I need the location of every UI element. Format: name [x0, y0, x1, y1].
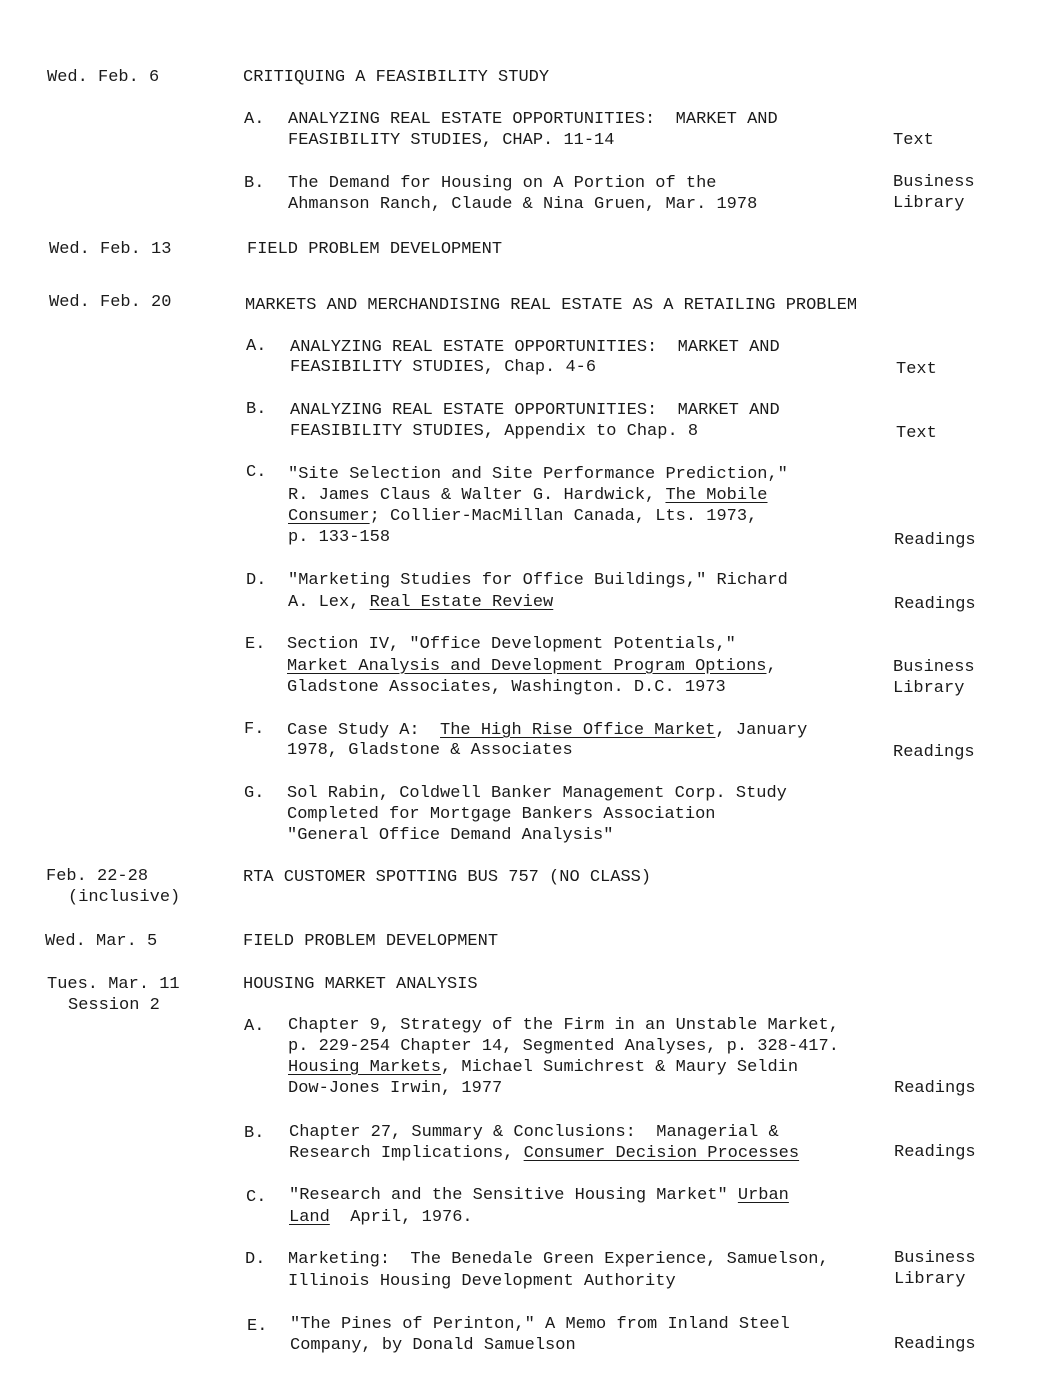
item-letter: D.	[245, 1250, 266, 1269]
item-line	[287, 656, 777, 677]
session-date-note: (inclusive)	[68, 888, 181, 907]
item-line	[288, 485, 768, 506]
item-text: April, 1976.	[329, 1208, 473, 1227]
item-line	[288, 1057, 798, 1078]
book-title: Market Analysis and Development Program Options	[287, 657, 767, 676]
session-date: Feb. 22-28	[46, 867, 149, 886]
item-source: Readings	[894, 1335, 976, 1354]
session-date: Wed. Feb. 6	[47, 68, 160, 87]
item-line: "Marketing Studies for Office Buildings," Richard	[288, 571, 788, 590]
item-line: ANALYZING REAL ESTATE OPPORTUNITIES: MARKET AND	[290, 338, 780, 357]
item-source: Readings	[894, 1143, 976, 1162]
item-line: FEASIBILITY STUDIES, Appendix to Chap. 8	[290, 422, 699, 441]
item-line	[287, 720, 807, 741]
item-line: FEASIBILITY STUDIES, Chap. 4-6	[290, 358, 597, 377]
session-title: CRITIQUING A FEASIBILITY STUDY	[243, 68, 550, 87]
item-letter: A.	[246, 337, 267, 356]
item-source: Text	[896, 360, 937, 379]
session-date: Wed. Feb. 13	[49, 240, 172, 259]
item-line: Marketing: The Benedale Green Experience, Samuelson,	[288, 1250, 829, 1269]
item-line: Illinois Housing Development Authority	[288, 1272, 676, 1291]
journal-title: Real Estate Review	[369, 593, 554, 612]
item-line	[289, 1143, 799, 1164]
item-letter: E.	[247, 1317, 268, 1336]
item-text: A. Lex,	[288, 593, 370, 612]
item-letter: A.	[244, 110, 265, 129]
item-text: ,	[766, 657, 777, 676]
session-title: HOUSING MARKET ANALYSIS	[243, 975, 478, 994]
item-source: Library	[894, 1270, 966, 1289]
item-line: The Demand for Housing on A Portion of the	[288, 174, 717, 193]
item-line	[288, 592, 553, 613]
item-source: Business	[893, 173, 975, 192]
item-letter: B.	[244, 1124, 265, 1143]
study-title: The High Rise Office Market	[440, 721, 716, 740]
session-date: Tues. Mar. 11	[47, 975, 180, 994]
item-line	[288, 506, 757, 527]
item-line: Sol Rabin, Coldwell Banker Management Corp. Study	[287, 784, 787, 803]
item-line: Dow-Jones Irwin, 1977	[288, 1079, 503, 1098]
session-title: RTA CUSTOMER SPOTTING BUS 757 (NO CLASS)	[243, 868, 652, 887]
item-letter: D.	[246, 571, 267, 590]
item-letter: F.	[244, 720, 265, 739]
item-letter: C.	[246, 1188, 267, 1207]
book-title: Housing Markets	[288, 1058, 442, 1077]
item-line: ANALYZING REAL ESTATE OPPORTUNITIES: MARKET AND	[288, 110, 778, 129]
item-text: Research Implications,	[289, 1144, 524, 1163]
item-text: , January	[715, 721, 808, 740]
item-line	[289, 1207, 473, 1228]
book-title: The Mobile	[665, 486, 768, 505]
item-line: "Site Selection and Site Performance Prediction,"	[288, 465, 788, 484]
item-source: Business	[894, 1249, 976, 1268]
item-text: R. James Claus & Walter G. Hardwick,	[288, 486, 666, 505]
item-line: 1978, Gladstone & Associates	[287, 741, 573, 760]
session-date: Wed. Feb. 20	[49, 293, 172, 312]
session-date: Wed. Mar. 5	[45, 932, 158, 951]
item-letter: G.	[244, 784, 265, 803]
item-letter: B.	[246, 400, 267, 419]
item-line: Chapter 27, Summary & Conclusions: Managerial &	[289, 1123, 779, 1142]
item-text: , Michael Sumichrest & Maury Seldin	[441, 1058, 799, 1077]
session-title: FIELD PROBLEM DEVELOPMENT	[247, 240, 503, 259]
book-title: Consumer Decision Processes	[523, 1144, 800, 1163]
item-source: Library	[893, 194, 965, 213]
item-line: "General Office Demand Analysis"	[287, 826, 614, 845]
item-line: Completed for Mortgage Bankers Association	[287, 805, 716, 824]
item-source: Readings	[894, 1079, 976, 1098]
item-source: Text	[893, 131, 934, 150]
item-line	[289, 1185, 789, 1206]
item-source: Text	[896, 424, 937, 443]
item-line: Section IV, "Office Development Potentials,"	[287, 635, 736, 654]
session-title: FIELD PROBLEM DEVELOPMENT	[243, 932, 499, 951]
book-title: Consumer	[288, 507, 370, 526]
item-source: Readings	[894, 531, 976, 550]
item-text: ; Collier-MacMillan Canada, Lts. 1973,	[369, 507, 758, 526]
journal-title: Land	[289, 1208, 330, 1227]
item-line: Ahmanson Ranch, Claude & Nina Gruen, Mar. 1978	[288, 195, 758, 214]
session-title: MARKETS AND MERCHANDISING REAL ESTATE AS A RETAILING PROBLEM	[245, 296, 858, 315]
item-source: Library	[893, 679, 965, 698]
item-letter: C.	[246, 463, 267, 482]
item-line: ANALYZING REAL ESTATE OPPORTUNITIES: MARKET AND	[290, 401, 780, 420]
item-line: p. 133-158	[288, 528, 391, 547]
item-line: p. 229-254 Chapter 14, Segmented Analyses, p. 328-417.	[288, 1037, 839, 1056]
journal-title: Urban	[737, 1186, 789, 1205]
item-line: Gladstone Associates, Washington. D.C. 1973	[287, 678, 726, 697]
item-line: FEASIBILITY STUDIES, CHAP. 11-14	[288, 131, 615, 150]
item-letter: B.	[244, 174, 265, 193]
item-line: Company, by Donald Samuelson	[290, 1336, 576, 1355]
item-line: Chapter 9, Strategy of the Firm in an Unstable Market,	[288, 1016, 839, 1035]
item-source: Readings	[894, 595, 976, 614]
item-letter: E.	[245, 635, 266, 654]
item-text: Case Study A:	[287, 721, 441, 740]
item-line: "The Pines of Perinton," A Memo from Inland Steel	[290, 1315, 790, 1334]
item-letter: A.	[244, 1017, 265, 1036]
session-date-note: Session 2	[68, 996, 160, 1015]
item-text: "Research and the Sensitive Housing Market"	[289, 1186, 738, 1205]
item-source: Readings	[893, 743, 975, 762]
item-source: Business	[893, 658, 975, 677]
